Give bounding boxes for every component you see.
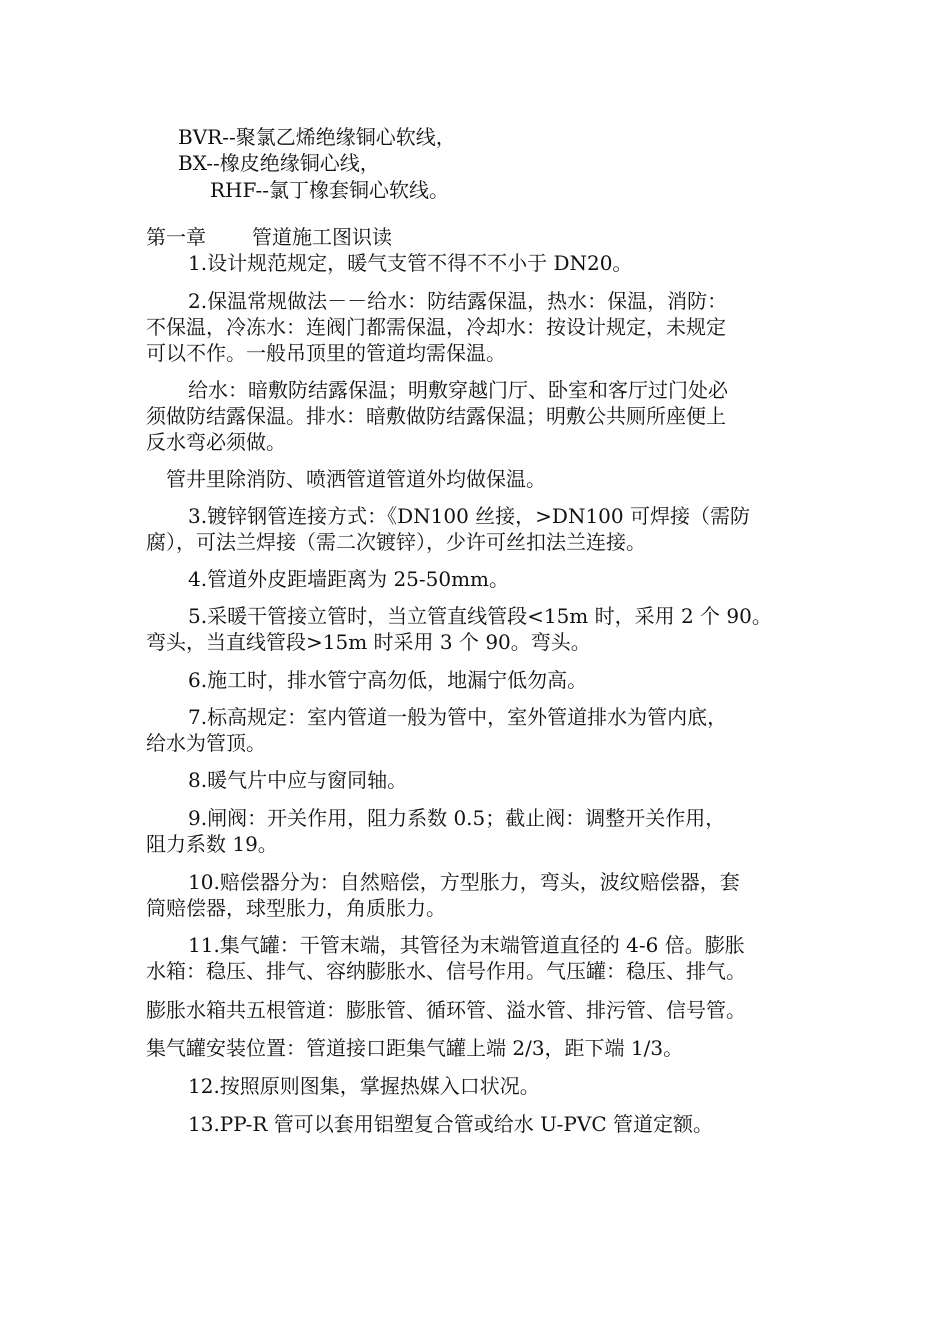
item-4: 4.管道外皮距墙距离为 25-50mm。 <box>188 567 510 591</box>
item-2-line-3: 可以不作。一般吊顶里的管道均需保温。 <box>146 341 506 365</box>
wire-type-bvr: BVR--聚氯乙烯绝缘铜心软线， <box>178 125 456 149</box>
water-supply-line-1: 给水：暗敷防结露保温；明敷穿越门厅、卧室和客厅过门处必 <box>188 378 728 402</box>
water-supply-line-2: 须做防结露保温。排水：暗敷做防结露保温；明敷公共厕所座便上 <box>146 404 726 428</box>
item-13: 13.PP-R 管可以套用铝塑复合管或给水 U-PVC 管道定额。 <box>188 1112 713 1136</box>
item-3-line-1: 3.镀锌钢管连接方式：《DN100 丝接，>DN100 可焊接（需防 <box>188 504 750 528</box>
item-8: 8.暖气片中应与窗同轴。 <box>188 768 408 792</box>
item-11-line-4: 集气罐安装位置：管道接口距集气罐上端 2/3，距下端 1/3。 <box>146 1036 684 1060</box>
item-10-line-2: 筒赔偿器，球型胀力，角质胀力。 <box>146 896 446 920</box>
item-5-line-1: 5.采暖干管接立管时，当立管直线管段<15m 时，采用 2 个 90。 <box>188 604 772 628</box>
item-11-line-1: 11.集气罐：干管末端，其管径为末端管道直径的 4-6 倍。膨胀 <box>188 933 745 957</box>
item-11-line-3: 膨胀水箱共五根管道：膨胀管、循环管、溢水管、排污管、信号管。 <box>146 998 746 1022</box>
item-2-line-2: 不保温，冷冻水：连阀门都需保温，冷却水：按设计规定，未规定 <box>146 315 726 339</box>
item-5-line-2: 弯头，当直线管段>15m 时采用 3 个 90。弯头。 <box>146 630 591 654</box>
item-3-line-2: 腐），可法兰焊接（需二次镀锌），少许可丝扣法兰连接。 <box>146 530 646 554</box>
chapter-number: 第一章 <box>146 225 206 249</box>
item-9-line-2: 阻力系数 19。 <box>146 832 278 856</box>
item-10-line-1: 10.赔偿器分为：自然赔偿，方型胀力，弯头，波纹赔偿器，套 <box>188 870 740 894</box>
wire-type-bx: BX--橡皮绝缘铜心线， <box>178 151 380 175</box>
chapter-heading <box>146 224 392 250</box>
pipe-shaft-note: 管井里除消防、喷洒管道管道外均做保温。 <box>166 467 546 491</box>
item-7-line-2: 给水为管顶。 <box>146 731 266 755</box>
item-1: 1.设计规范规定，暖气支管不得不不小于 DN20。 <box>188 251 633 275</box>
item-11-line-2: 水箱：稳压、排气、容纳膨胀水、信号作用。气压罐：稳压、排气。 <box>146 959 746 983</box>
item-2-line-1: 2.保温常规做法－－给水：防结露保温，热水：保温，消防： <box>188 289 728 313</box>
item-6: 6.施工时，排水管宁高勿低，地漏宁低勿高。 <box>188 668 588 692</box>
item-7-line-1: 7.标高规定：室内管道一般为管中，室外管道排水为管内底， <box>188 705 728 729</box>
chapter-title: 管道施工图识读 <box>252 225 392 249</box>
item-9-line-1: 9.闸阀：开关作用，阻力系数 0.5；截止阀：调整开关作用， <box>188 806 726 830</box>
water-supply-line-3: 反水弯必须做。 <box>146 430 286 454</box>
item-12: 12.按照原则图集，掌握热媒入口状况。 <box>188 1074 540 1098</box>
wire-type-rhf: RHF--氯丁橡套铜心软线。 <box>210 178 449 202</box>
